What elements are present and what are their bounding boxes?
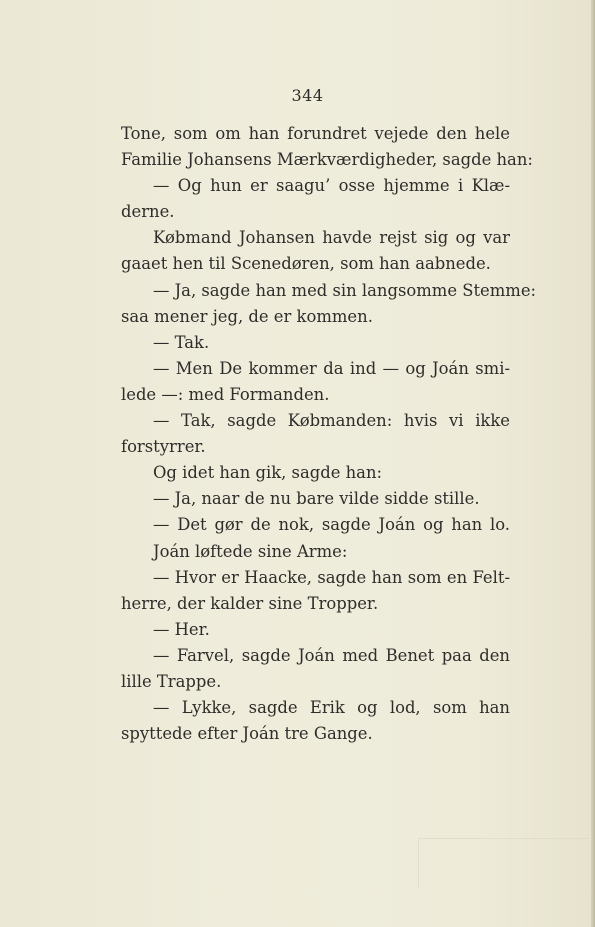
text-line: — Her. xyxy=(153,619,210,639)
text-line: herre, der kalder sine Tropper. xyxy=(121,593,379,613)
text-line: Tone, som om han forundret vejede den hele xyxy=(121,124,510,143)
text-line: — Det gør de nok, sagde Joán og han lo. xyxy=(153,515,510,535)
text-line: lede —: med Formanden. xyxy=(121,384,330,404)
text-line: lille Trappe. xyxy=(121,671,222,691)
text-line: — Ja, sagde han med sin langsomme Stemme: xyxy=(153,280,537,300)
text-line: — Ja, naar de nu bare vilde sidde stille. xyxy=(153,489,480,509)
text-line: forstyrrer. xyxy=(121,437,206,457)
text-line: gaaet hen til Scenedøren, som han aabnede. xyxy=(121,254,491,274)
text-line: Købmand Johansen havde rejst sig og var xyxy=(153,228,510,248)
text-line: Joán løftede sine Arme: xyxy=(153,541,348,561)
text-line: — Hvor er Haacke, sagde han som en Felt- xyxy=(153,567,510,587)
page-edge xyxy=(591,0,595,927)
text-line: derne. xyxy=(121,202,175,222)
text-line: — Og hun er saagu’ osse hjemme i Klæ- xyxy=(153,176,510,196)
text-line: — Tak. xyxy=(153,332,210,352)
body-text xyxy=(121,121,537,747)
text-line: — Tak, sagde Købmanden: hvis vi ikke xyxy=(153,411,510,431)
text-line: — Men De kommer da ind — og Joán smi- xyxy=(153,358,510,378)
page-fold-mark xyxy=(418,838,589,889)
text-line: Og idet han gik, sagde han: xyxy=(153,463,383,483)
text-line: spyttede efter Joán tre Gange. xyxy=(121,724,373,744)
text-line: — Lykke, sagde Erik og lod, som han xyxy=(153,698,510,718)
text-line: — Farvel, sagde Joán med Benet paa den xyxy=(153,645,510,665)
text-line: Familie Johansens Mærkværdigheder, sagde han: xyxy=(121,150,533,170)
page-number: 344 xyxy=(291,86,324,105)
text-line: saa mener jeg, de er kommen. xyxy=(121,306,373,326)
